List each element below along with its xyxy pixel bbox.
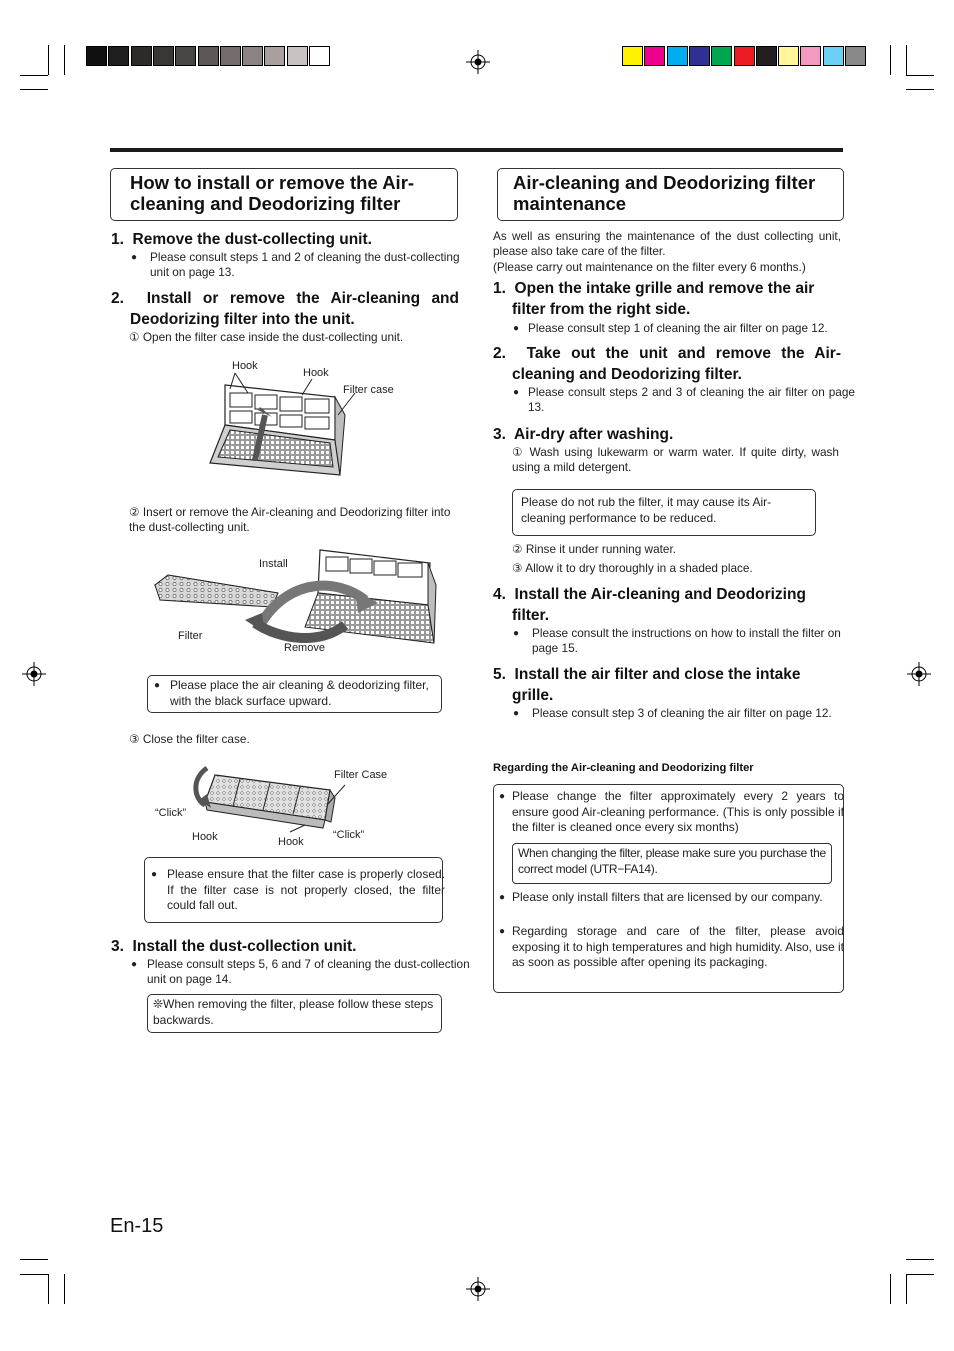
- color-swatch: [845, 46, 866, 66]
- color-swatch: [734, 46, 755, 66]
- registration-target-icon: [466, 1277, 490, 1301]
- gray-swatch: [108, 46, 129, 66]
- hook-label: Hook: [278, 836, 304, 848]
- regarding-heading: Regarding the Air-cleaning and Deodorizing filter: [493, 762, 754, 774]
- color-swatch: [823, 46, 844, 66]
- step-close-grille: 5. Install the air filter and close the intake grille.: [493, 666, 801, 704]
- install-label: Install: [259, 558, 288, 570]
- hook-label: Hook: [303, 367, 329, 379]
- filter-case-label: Filter Case: [334, 769, 388, 781]
- right-section-title: Air-cleaning and Deodorizing filter maintenance: [513, 172, 816, 214]
- page-number: En-15: [110, 1215, 164, 1237]
- hook-label: Hook: [232, 360, 258, 372]
- click-label: “Click”: [333, 829, 365, 841]
- substep-dry: ③ Allow it to dry thoroughly in a shaded place.: [512, 561, 753, 575]
- registration-target-icon: [907, 662, 931, 686]
- bullet-text: ● Please consult the instructions on how to install the filter on page 15.: [513, 626, 857, 657]
- regarding-bullet: ● Regarding storage and care of the filter, please avoid exposing it to high temperatures and high humidity. Also, use it as soon as possible after opening its packaging.: [499, 924, 844, 971]
- color-swatch: [711, 46, 732, 66]
- gray-swatch: [242, 46, 263, 66]
- filter-case-closed-illustration: [185, 760, 355, 835]
- top-rule: [110, 148, 843, 152]
- inner-note-model: When changing the filter, please make sure you purchase the correct model (UTR−FA14).: [518, 846, 826, 876]
- step-remove-dust-unit: 1. Remove the dust-collecting unit.: [111, 231, 372, 248]
- gray-swatch: [264, 46, 285, 66]
- substep-rinse: ② Rinse it under running water.: [512, 542, 677, 556]
- step-take-out-unit: 2. Take out the unit and remove the Air- cleaning and Deodorizing filter.: [493, 345, 841, 383]
- regarding-bullet: ● Please only install filters that are licensed by our company.: [499, 890, 844, 906]
- click-label: “Click”: [155, 807, 187, 819]
- registration-target-icon: [466, 50, 490, 74]
- intro-text: As well as ensuring the maintenance of the dust collecting unit, please also take care of the filter. (Please carry out maintenance on the filter every 6 months.): [493, 229, 841, 274]
- bullet-text: ● Please consult step 1 of cleaning the air filter on page 12.: [513, 321, 858, 336]
- bullet-text: ● Please consult steps 1 and 2 of cleaning the dust-collecting unit on page 13.: [131, 250, 462, 281]
- gray-swatch: [198, 46, 219, 66]
- step-install-remove-filter: 2. Install or remove the Air-cleaning and Deodorizing filter into the unit.: [111, 290, 459, 328]
- gray-swatch: [287, 46, 308, 66]
- color-swatch: [800, 46, 821, 66]
- filter-label: Filter: [178, 630, 203, 642]
- hook-label: Hook: [192, 831, 218, 843]
- color-swatch: [689, 46, 710, 66]
- note-do-not-rub: Please do not rub the filter, it may cause its Air-cleaning performance to be reduced.: [521, 495, 772, 525]
- gray-swatch: [131, 46, 152, 66]
- step-air-dry: 3. Air-dry after washing.: [493, 426, 674, 443]
- color-swatch: [778, 46, 799, 66]
- gray-swatch: [309, 46, 330, 66]
- bullet-text: ● Please consult step 3 of cleaning the air filter on page 12.: [513, 706, 832, 721]
- registration-target-icon: [22, 662, 46, 686]
- regarding-bullet: ● Please change the filter approximately every 2 years to ensure good Air-cleaning performance. (This is only possible if the filter is cleaned once every six months): [499, 789, 844, 836]
- substep-wash: ① Wash using lukewarm or warm water. If quite dirty, wash using a mild detergent.: [512, 445, 839, 475]
- gray-swatch: [220, 46, 241, 66]
- step-install-filter: 4. Install the Air-cleaning and Deodorizing filter.: [493, 586, 806, 624]
- left-section-title: How to install or remove the Air- cleaning and Deodorizing filter: [130, 172, 415, 214]
- substep-insert-remove: ② Insert or remove the Air-cleaning and Deodorizing filter into the dust-collecting unit.: [129, 505, 451, 535]
- bullet-text: ● Please consult steps 5, 6 and 7 of cleaning the dust-collection unit on page 14.: [131, 957, 473, 988]
- color-swatch: [667, 46, 688, 66]
- bullet-text: ● Please consult steps 2 and 3 of cleaning the air filter on page 13.: [513, 385, 855, 416]
- color-swatch: [644, 46, 665, 66]
- step-open-intake-grille: 1. Open the intake grille and remove the air filter from the right side.: [493, 280, 815, 318]
- note-black-surface: ● Please place the air cleaning & deodorizing filter, with the black surface upward.: [154, 678, 446, 709]
- gray-swatch: [86, 46, 107, 66]
- gray-swatch: [175, 46, 196, 66]
- note-case-closed: ● Please ensure that the filter case is properly closed. If the filter case is not properly closed, the filter could fall out.: [151, 867, 445, 914]
- gray-swatch: [153, 46, 174, 66]
- color-swatch: [622, 46, 643, 66]
- color-swatch: [756, 46, 777, 66]
- filter-case-label: Filter case: [343, 384, 394, 396]
- remove-label: Remove: [284, 642, 325, 654]
- note-backwards: ❊When removing the filter, please follow these steps backwards.: [153, 997, 434, 1027]
- step-install-dust-unit: 3. Install the dust-collection unit.: [111, 938, 357, 955]
- substep-close-case: ③ Close the filter case.: [129, 732, 250, 746]
- substep-open-case: ① Open the filter case inside the dust-collecting unit.: [129, 330, 404, 344]
